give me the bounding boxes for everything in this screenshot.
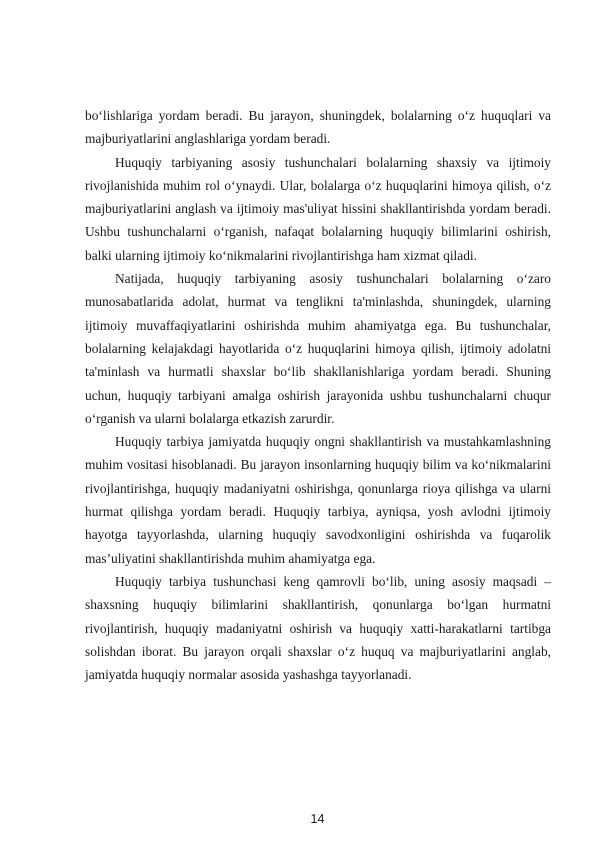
paragraph: Natijada, huquqiy tarbiyaning asosiy tushunchalari bolalarning o‘zaro munosabatlarida adolat, hurmat va tenglikni ta'minlashda, shuningdek, ularning ijtimoiy muvaffaqiyatlarini oshirishda muhim ahamiyatga ega. Bu tushunchalar, bolalarning kelajakdagi hayotlarida o‘z huquqlarini himoya qilish, ijtimoiy adolatni ta'minlash va hurmatli shaxslar bo‘lib shakllanishlariga yordam beradi. Shuning uchun, huquqiy tarbiyani amalga oshirish jarayonida ushbu tushunchalarni chuqur o‘rganish va ularni bolalarga etkazish zarurdir.	[85, 271, 551, 426]
paragraph: Huquqiy tarbiya jamiyatda huquqiy ongni shakllantirish va mustahkamlashning muhim vositasi hisoblanadi. Bu jarayon insonlarning huquqiy bilim va ko‘nikmalarini rivojlantirishga, huquqiy madaniyatni oshirishga, qonunlarga rioya qilishga va ularni hurmat qilishga yordam beradi. Huquqiy tarbiya, ayniqsa, yosh avlodni ijtimoiy hayotga tayyorlashda, ularning huquqiy savodxonligini oshirishda va fuqarolik mas’uliyatini shakllantirishda muhim ahamiyatga ega.	[85, 434, 551, 566]
paragraph-continuation: bo‘lishlariga yordam beradi. Bu jarayon, shuningdek, bolalarning o‘z huquqlari va majburiyatlarini anglashlariga yordam beradi.	[85, 108, 551, 147]
paragraph: Huquqiy tarbiya tushunchasi keng qamrovli bo‘lib, uning asosiy maqsadi – shaxsning huquqiy bilimlarini shakllantirish, qonunlarga bo‘lgan hurmatni rivojlantirish, huquqiy madaniyatni oshirish va huquqiy xatti-harakatlarni tartibga solishdan iborat. Bu jarayon orqali shaxslar o‘z huquq va majburiyatlarini anglab, jamiyatda huquqiy normalar asosida yashashga tayyorlanadi.	[85, 573, 551, 683]
body-text	[85, 104, 551, 686]
page-number: 14	[310, 812, 325, 826]
paragraph: Huquqiy tarbiyaning asosiy tushunchalari bolalarning shaxsiy va ijtimoiy rivojlanishida muhim rol o‘ynaydi. Ular, bolalarga o‘z huquqlarini himoya qilish, o‘z majburiyatlarini anglash va ijtimoiy mas'uliyat hissini shakllantirishda yordam beradi. Ushbu tushunchalarni o‘rganish, nafaqat bolalarning huquqiy bilimlarini oshirish, balki ularning ijtimoiy ko‘nikmalarini rivojlantirishga ham xizmat qiladi.	[85, 154, 551, 263]
